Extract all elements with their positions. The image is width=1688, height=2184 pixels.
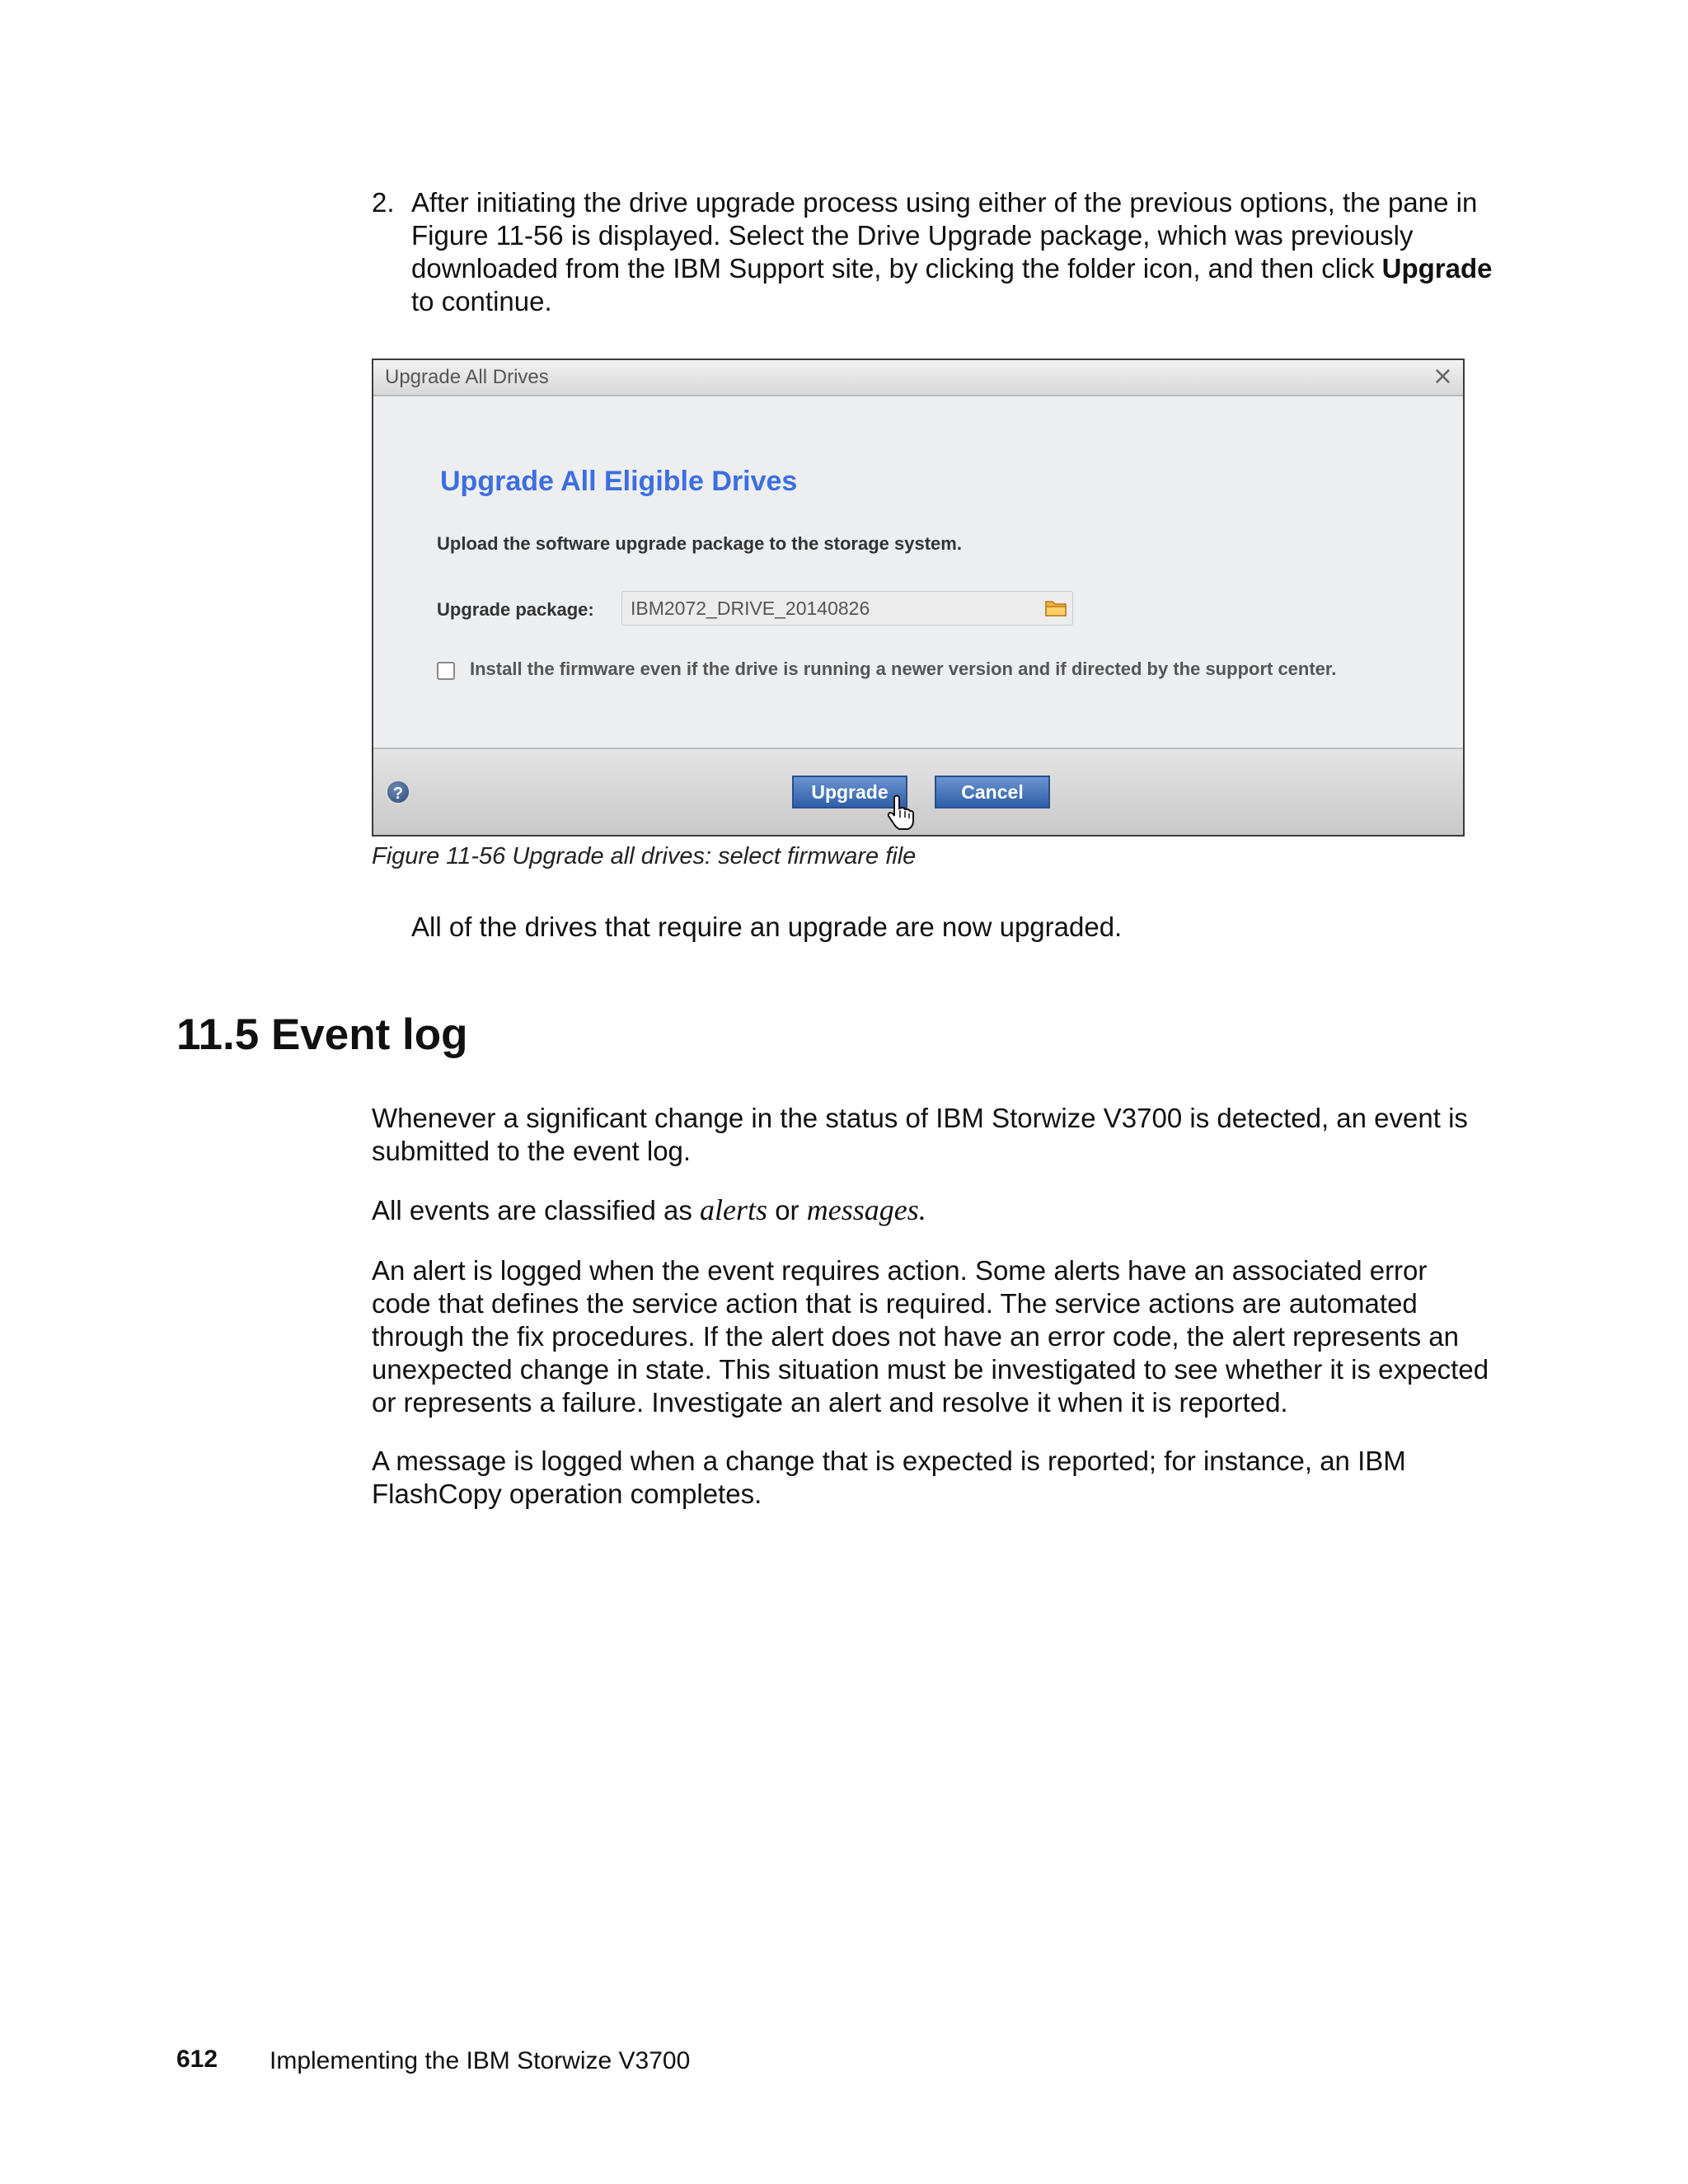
package-value: IBM2072_DRIVE_20140826 [631, 598, 870, 619]
term-messages: messages [806, 1193, 919, 1226]
figure-caption: Figure 11-56 Upgrade all drives: select firmware file [372, 843, 917, 869]
step-text [411, 186, 1499, 318]
dialog-heading: Upgrade All Eligible Drives [440, 466, 798, 497]
p2-end: . [918, 1193, 926, 1226]
cancel-button[interactable]: Cancel [935, 776, 1050, 808]
upgrade-button[interactable]: Upgrade [792, 776, 907, 808]
paragraph-1: Whenever a significant change in the status of IBM Storwize V3700 is detected, an event is submitted to the event log. [372, 1103, 1468, 1166]
dialog-title: Upgrade All Drives [385, 366, 549, 388]
package-input[interactable] [621, 591, 1073, 626]
paragraph-3: An alert is logged when the event requires action. Some alerts have an associated error code that defines the service action that is required. The service actions are automated through the fix procedures. If the alert does not have an error code, the alert represents an unexpected change in state. This situation must be investigated to see whether it is expected or represents a failure. Investigate an alert and resolve it when it is reported. [372, 1255, 1489, 1418]
hand-cursor-icon [886, 794, 914, 830]
force-install-checkbox[interactable] [437, 662, 455, 680]
dialog-titlebar [373, 360, 1463, 396]
paragraph-2 [372, 1193, 1493, 1227]
dialog-footer [373, 748, 1463, 835]
p2-or: or [767, 1195, 807, 1226]
step-bold-upgrade: Upgrade [1381, 253, 1493, 284]
paragraph-4: A message is logged when a change that is expected is reported; for instance, an IBM FlashCopy operation completes. [372, 1446, 1406, 1509]
section-heading: 11.5 Event log [176, 1010, 468, 1059]
close-icon[interactable]: × [1432, 362, 1453, 391]
upgrade-dialog [372, 359, 1465, 837]
page-number: 612 [176, 2046, 218, 2073]
dialog-description: Upload the software upgrade package to the storage system. [437, 533, 962, 554]
result-text: All of the drives that require an upgrade are now upgraded. [411, 912, 1123, 942]
package-label: Upgrade package: [437, 599, 594, 620]
term-alerts: alerts [700, 1193, 768, 1226]
help-icon[interactable]: ? [386, 780, 410, 804]
folder-icon[interactable] [1044, 598, 1067, 617]
step-text-start: After initiating the drive upgrade process using either of the previous options, the pane in Figure 11-56 is displayed. Select the Drive Upgrade package, which was previously downloaded from the IBM Support site, by clicking the folder icon, and then click [411, 187, 1478, 284]
book-title: Implementing the IBM Storwize V3700 [270, 2047, 691, 2074]
step-text-end: to continue. [411, 286, 552, 316]
p2-start: All events are classified as [372, 1195, 701, 1226]
step-number: 2. [372, 187, 395, 218]
force-install-label: Install the firmware even if the drive is running a newer version and if directed by the support center. [470, 658, 1337, 679]
